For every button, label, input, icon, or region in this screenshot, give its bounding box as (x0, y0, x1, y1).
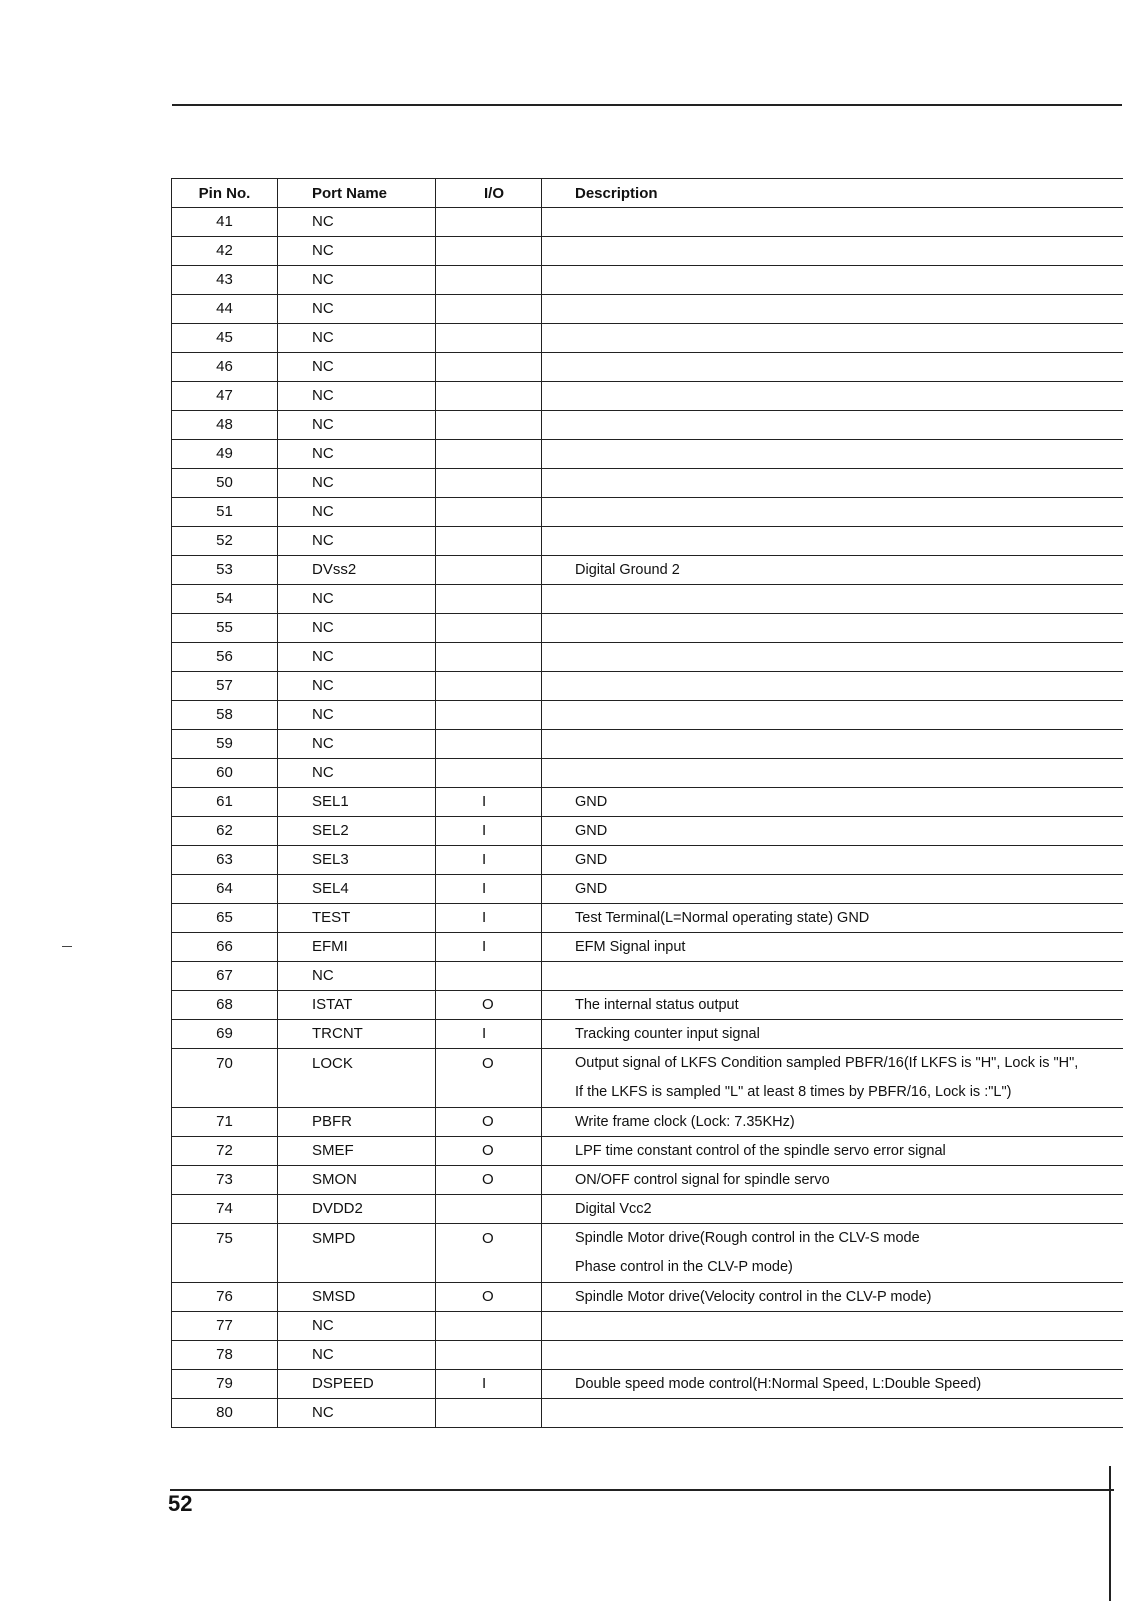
description-line: Spindle Motor drive(Rough control in the CLV-S mode (575, 1230, 920, 1246)
table-header-row (172, 179, 1123, 208)
port-name-cell: DVDD2 (278, 1195, 436, 1224)
description-cell (542, 208, 1123, 237)
table-row (172, 498, 1123, 527)
pin-cell: 43 (172, 266, 278, 295)
table-row (172, 672, 1123, 701)
io-cell (436, 643, 542, 672)
port-name-cell: NC (278, 295, 436, 324)
port-name-cell: NC (278, 1341, 436, 1370)
description-cell (542, 730, 1123, 759)
page-number: 52 (168, 1491, 193, 1516)
table-row (172, 962, 1123, 991)
pin-cell: 57 (172, 672, 278, 701)
port-name-cell: SMPD (278, 1224, 436, 1283)
port-name-cell: ISTAT (278, 991, 436, 1020)
port-name-cell: NC (278, 759, 436, 788)
port-name-cell: SEL2 (278, 817, 436, 846)
port-name-cell: NC (278, 527, 436, 556)
table-row (172, 1224, 1123, 1283)
description-cell (542, 295, 1123, 324)
port-name-cell: NC (278, 353, 436, 382)
header-description: Description (542, 179, 1123, 208)
pin-cell: 45 (172, 324, 278, 353)
port-name-cell: PBFR (278, 1108, 436, 1137)
description-cell: The internal status output (542, 991, 1123, 1020)
pin-cell: 70 (172, 1049, 278, 1108)
table-row (172, 266, 1123, 295)
pin-cell: 78 (172, 1341, 278, 1370)
description-cell: Spindle Motor drive(Velocity control in the CLV-P mode) (542, 1283, 1123, 1312)
description-cell (542, 324, 1123, 353)
description-cell: Digital Ground 2 (542, 556, 1123, 585)
port-name-cell: NC (278, 962, 436, 991)
io-cell (436, 440, 542, 469)
table-row (172, 991, 1123, 1020)
port-name-cell: NC (278, 1399, 436, 1428)
table-row (172, 817, 1123, 846)
io-cell: I (436, 1370, 542, 1399)
io-cell (436, 295, 542, 324)
io-cell: I (436, 875, 542, 904)
header-pin-no: Pin No. (172, 179, 278, 208)
pin-cell: 55 (172, 614, 278, 643)
pin-cell: 47 (172, 382, 278, 411)
bottom-rule (170, 1489, 1114, 1491)
description-cell (542, 759, 1123, 788)
pin-cell: 50 (172, 469, 278, 498)
table-row (172, 440, 1123, 469)
table-row (172, 730, 1123, 759)
table-row (172, 1049, 1123, 1108)
description-cell: GND (542, 875, 1123, 904)
description-cell: Tracking counter input signal (542, 1020, 1123, 1049)
description-cell: ON/OFF control signal for spindle servo (542, 1166, 1123, 1195)
description-cell (542, 237, 1123, 266)
pin-cell: 73 (172, 1166, 278, 1195)
table-row (172, 846, 1123, 875)
table-row (172, 614, 1123, 643)
description-cell (542, 614, 1123, 643)
description-cell (542, 266, 1123, 295)
table-row (172, 382, 1123, 411)
pin-cell: 72 (172, 1137, 278, 1166)
io-cell: O (436, 1108, 542, 1137)
pin-cell: 66 (172, 933, 278, 962)
description-line: Output signal of LKFS Condition sampled PBFR/16(If LKFS is "H", Lock is "H", (575, 1055, 1079, 1071)
table-row (172, 469, 1123, 498)
port-name-cell: NC (278, 672, 436, 701)
pin-cell: 75 (172, 1224, 278, 1283)
io-cell (436, 701, 542, 730)
description-cell (542, 962, 1123, 991)
description-cell (542, 498, 1123, 527)
pin-cell: 64 (172, 875, 278, 904)
table-row (172, 295, 1123, 324)
pin-cell: 46 (172, 353, 278, 382)
port-name-cell: TEST (278, 904, 436, 933)
io-cell (436, 759, 542, 788)
pin-cell: 68 (172, 991, 278, 1020)
table-row (172, 933, 1123, 962)
description-cell (542, 469, 1123, 498)
port-name-cell: NC (278, 614, 436, 643)
port-name-cell: SEL1 (278, 788, 436, 817)
table-row (172, 1370, 1123, 1399)
description-cell: Digital Vcc2 (542, 1195, 1123, 1224)
pin-cell: 44 (172, 295, 278, 324)
description-cell (542, 440, 1123, 469)
table-row (172, 1020, 1123, 1049)
port-name-cell: NC (278, 382, 436, 411)
pin-cell: 74 (172, 1195, 278, 1224)
table-row (172, 353, 1123, 382)
table-row (172, 1312, 1123, 1341)
io-cell (436, 353, 542, 382)
port-name-cell: NC (278, 701, 436, 730)
io-cell (436, 614, 542, 643)
port-name-cell: SEL3 (278, 846, 436, 875)
table-row (172, 875, 1123, 904)
io-cell (436, 469, 542, 498)
port-name-cell: NC (278, 469, 436, 498)
pin-cell: 77 (172, 1312, 278, 1341)
table-row (172, 585, 1123, 614)
port-name-cell: EFMI (278, 933, 436, 962)
io-cell (436, 1341, 542, 1370)
io-cell (436, 730, 542, 759)
port-name-cell: TRCNT (278, 1020, 436, 1049)
description-line: Phase control in the CLV-P mode) (575, 1259, 793, 1275)
description-cell (542, 1224, 1123, 1283)
pin-cell: 48 (172, 411, 278, 440)
io-cell (436, 266, 542, 295)
description-cell: Test Terminal(L=Normal operating state) GND (542, 904, 1123, 933)
port-name-cell: NC (278, 730, 436, 759)
pin-cell: 67 (172, 962, 278, 991)
table-row (172, 411, 1123, 440)
pin-cell: 42 (172, 237, 278, 266)
table-row (172, 1399, 1123, 1428)
table-row (172, 1283, 1123, 1312)
port-name-cell: NC (278, 643, 436, 672)
description-cell (542, 353, 1123, 382)
port-name-cell: LOCK (278, 1049, 436, 1108)
port-name-cell: NC (278, 266, 436, 295)
io-cell (436, 382, 542, 411)
pin-cell: 63 (172, 846, 278, 875)
description-cell: Double speed mode control(H:Normal Speed, L:Double Speed) (542, 1370, 1123, 1399)
description-cell (542, 411, 1123, 440)
table-row (172, 208, 1123, 237)
pin-cell: 62 (172, 817, 278, 846)
description-cell: LPF time constant control of the spindle servo error signal (542, 1137, 1123, 1166)
io-cell (436, 411, 542, 440)
table-row (172, 527, 1123, 556)
port-name-cell: SMON (278, 1166, 436, 1195)
table-row (172, 237, 1123, 266)
pin-cell: 79 (172, 1370, 278, 1399)
table-row (172, 701, 1123, 730)
io-cell: I (436, 1020, 542, 1049)
description-cell (542, 585, 1123, 614)
pin-table (171, 178, 1123, 1428)
io-cell: O (436, 1137, 542, 1166)
port-name-cell: SMSD (278, 1283, 436, 1312)
io-cell: O (436, 1049, 542, 1108)
pin-cell: 51 (172, 498, 278, 527)
table-row (172, 788, 1123, 817)
pin-cell: 56 (172, 643, 278, 672)
description-line: If the LKFS is sampled "L" at least 8 times by PBFR/16, Lock is :"L") (575, 1084, 1012, 1100)
io-cell: I (436, 788, 542, 817)
io-cell: O (436, 1224, 542, 1283)
io-cell (436, 237, 542, 266)
description-cell (542, 382, 1123, 411)
port-name-cell: NC (278, 411, 436, 440)
port-name-cell: NC (278, 440, 436, 469)
port-name-cell: SEL4 (278, 875, 436, 904)
description-cell: GND (542, 788, 1123, 817)
table-row (172, 1137, 1123, 1166)
description-cell: EFM Signal input (542, 933, 1123, 962)
pin-cell: 49 (172, 440, 278, 469)
pin-cell: 54 (172, 585, 278, 614)
description-cell (542, 1049, 1123, 1108)
description-cell (542, 527, 1123, 556)
table-row (172, 1341, 1123, 1370)
description-cell (542, 643, 1123, 672)
io-cell: O (436, 1283, 542, 1312)
pin-cell: 76 (172, 1283, 278, 1312)
pin-cell: 61 (172, 788, 278, 817)
io-cell: I (436, 817, 542, 846)
description-cell (542, 701, 1123, 730)
binding-edge-line (1109, 1466, 1111, 1601)
header-port-name: Port Name (278, 179, 436, 208)
io-cell (436, 208, 542, 237)
io-cell (436, 1195, 542, 1224)
io-cell (436, 556, 542, 585)
io-cell (436, 498, 542, 527)
pin-cell: 41 (172, 208, 278, 237)
description-cell: GND (542, 817, 1123, 846)
table-row (172, 904, 1123, 933)
pin-cell: 52 (172, 527, 278, 556)
margin-mark (62, 946, 72, 947)
table-row (172, 556, 1123, 585)
pin-cell: 60 (172, 759, 278, 788)
port-name-cell: NC (278, 324, 436, 353)
table-row (172, 1195, 1123, 1224)
port-name-cell: NC (278, 585, 436, 614)
pin-cell: 65 (172, 904, 278, 933)
io-cell (436, 672, 542, 701)
header-io: I/O (436, 179, 542, 208)
port-name-cell: NC (278, 208, 436, 237)
pin-cell: 58 (172, 701, 278, 730)
io-cell (436, 527, 542, 556)
port-name-cell: SMEF (278, 1137, 436, 1166)
table-row (172, 759, 1123, 788)
io-cell (436, 1312, 542, 1341)
pin-cell: 71 (172, 1108, 278, 1137)
io-cell (436, 585, 542, 614)
io-cell: I (436, 846, 542, 875)
top-rule (172, 104, 1122, 106)
description-cell: GND (542, 846, 1123, 875)
port-name-cell: NC (278, 1312, 436, 1341)
description-cell (542, 1399, 1123, 1428)
io-cell: I (436, 933, 542, 962)
pin-cell: 53 (172, 556, 278, 585)
io-cell (436, 962, 542, 991)
pin-cell: 59 (172, 730, 278, 759)
port-name-cell: NC (278, 498, 436, 527)
table-row (172, 1108, 1123, 1137)
port-name-cell: NC (278, 237, 436, 266)
io-cell: O (436, 1166, 542, 1195)
table-row (172, 643, 1123, 672)
table-row (172, 324, 1123, 353)
io-cell: O (436, 991, 542, 1020)
io-cell (436, 1399, 542, 1428)
table-row (172, 1166, 1123, 1195)
pin-cell: 69 (172, 1020, 278, 1049)
table-body (172, 208, 1123, 1428)
description-cell (542, 1341, 1123, 1370)
description-cell (542, 672, 1123, 701)
io-cell (436, 324, 542, 353)
port-name-cell: DSPEED (278, 1370, 436, 1399)
io-cell: I (436, 904, 542, 933)
description-cell (542, 1312, 1123, 1341)
port-name-cell: DVss2 (278, 556, 436, 585)
pin-cell: 80 (172, 1399, 278, 1428)
description-cell: Write frame clock (Lock: 7.35KHz) (542, 1108, 1123, 1137)
